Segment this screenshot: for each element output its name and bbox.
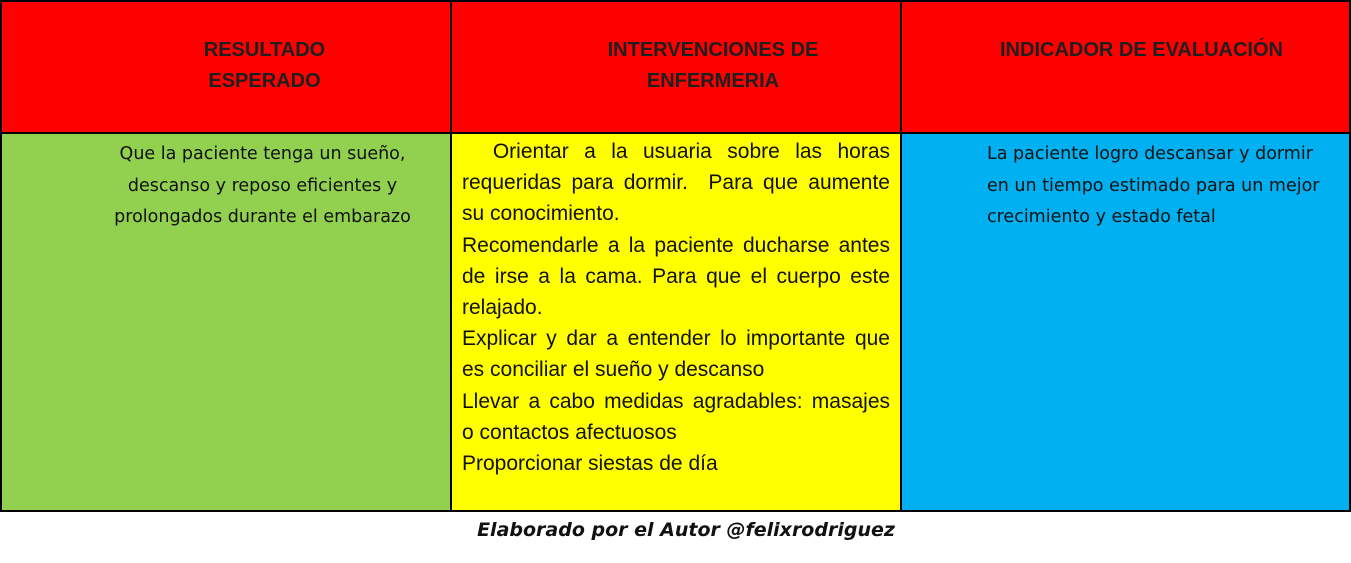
indicador-line2: en un tiempo estimado para un mejor: [987, 175, 1320, 196]
resultado-line1: Que la paciente tenga un sueño,: [119, 144, 406, 164]
resultado-line2: descanso y reposo eficientes y: [127, 175, 398, 196]
author-caption: Elaborado por el Autor @felixrodriguez: [477, 519, 895, 541]
intervencion-item: Proporcionar siestas de día: [462, 452, 718, 476]
intervencion-item: Recomendarle a la paciente ducharse antes de irse a la cama. Para que el cuerpo este relajado.: [462, 233, 890, 320]
intervencion-item: Llevar a cabo medidas agradables: masajes o contactos afectuosos: [462, 389, 890, 444]
header-intervenciones-line1: INTERVENCIONES DE: [607, 39, 819, 61]
header-indicador-label: INDICADOR DE EVALUACIÓN: [1000, 39, 1283, 61]
cell-indicador: [900, 132, 1351, 512]
indicador-line1: La paciente logro descansar y dormir: [987, 144, 1313, 164]
cell-intervenciones: [450, 132, 902, 512]
header-resultado-line2: ESPERADO: [208, 70, 321, 92]
header-resultado-esperado: [0, 0, 452, 134]
header-resultado-line1: RESULTADO: [203, 39, 326, 61]
cell-resultado-esperado: [0, 132, 452, 512]
indicador-line3: crecimiento y estado fetal: [987, 207, 1216, 227]
header-intervenciones: [450, 0, 902, 134]
resultado-line3: prolongados durante el embarazo: [114, 207, 411, 227]
intervencion-item: Orientar a la usuaria sobre las horas requeridas para dormir. Para que aumente su conocimiento.: [462, 140, 896, 226]
header-intervenciones-line2: ENFERMERIA: [646, 70, 780, 92]
intervencion-item: Explicar y dar a entender lo importante que es conciliar el sueño y descanso: [462, 327, 890, 382]
header-indicador: [900, 0, 1351, 134]
